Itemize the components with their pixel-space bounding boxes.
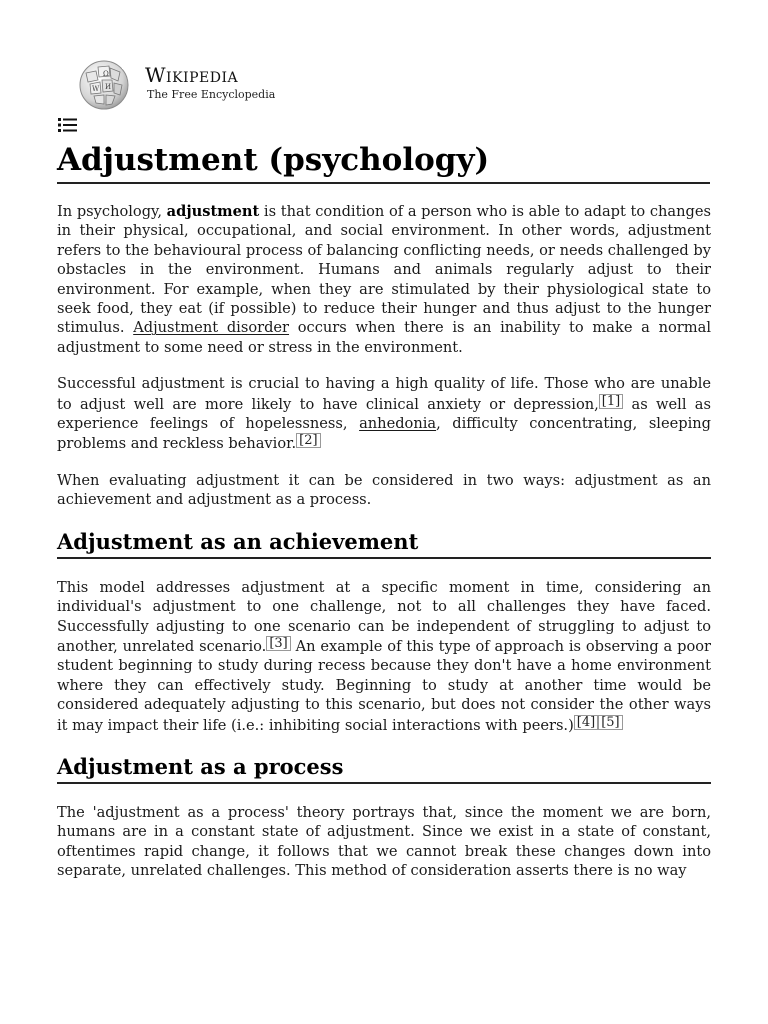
term-bold: adjustment — [166, 203, 260, 220]
citation-link-3[interactable]: [3] — [266, 636, 290, 651]
citation-link-5[interactable]: [5] — [598, 715, 622, 730]
text: as well as experience feelings of hopelessness, — [57, 395, 711, 433]
wikipedia-wordmark: Wikipedia — [145, 63, 239, 87]
wikipedia-masthead[interactable] — [76, 58, 376, 110]
text: An example of this type of approach is observing a poor student beginning to study during recess because they don't have a home environment where they can effectively study. Beginning to study at another time would be considered adequately adjusting to this scenario, but does not consider the other ways it may impact their life (i.e.: inhibiting social interactions with peers.) — [57, 637, 711, 734]
text: , difficulty concentrating, sleeping problems and reckless behavior. — [57, 415, 711, 453]
wikipedia-globe-icon — [76, 58, 132, 112]
intro-paragraph-1 — [57, 202, 711, 357]
section-heading-process: Adjustment as a process — [57, 752, 711, 784]
svg-text:W: W — [92, 85, 100, 93]
link-adjustment-disorder[interactable]: Adjustment disorder — [133, 319, 290, 337]
citation-1 — [599, 394, 623, 409]
link-anhedonia[interactable]: anhedonia — [359, 415, 437, 433]
citation-5 — [598, 715, 622, 730]
citation-link-1[interactable]: [1] — [599, 394, 623, 409]
section-paragraph-achievement — [57, 578, 711, 735]
section-heading-achievement: Adjustment as an achievement — [57, 527, 711, 559]
article-body — [57, 202, 711, 898]
citation-2 — [296, 433, 320, 448]
intro-paragraph-2 — [57, 374, 711, 454]
text: In psychology, — [57, 203, 167, 220]
citation-3 — [266, 636, 290, 651]
intro-paragraph-3: When evaluating adjustment it can be considered in two ways: adjustment as an achievement and adjustment as a process. — [57, 471, 711, 509]
text: is that condition of a person who is able to adapt to changes in their physical, occupational, and social environment. In other words, adjustment refers to the behavioural process of balancing conflicting needs, or needs challenged by obstacles in the environment. Humans and animals regularly adjust to their environment. For example, when they are stimulated by their physiological state to seek food, they eat (if possible) to reduce their hunger and thus adjust to the hunger stimulus. — [57, 203, 712, 337]
svg-text:И: И — [105, 83, 112, 91]
text: Successful adjustment is crucial to having a high quality of life. Those who are unable to adjust well are more likely to have clinical anxiety or depression, — [57, 375, 711, 413]
svg-text:Ω: Ω — [103, 70, 109, 78]
citation-link-2[interactable]: [2] — [296, 433, 320, 448]
text: occurs when there is an inability to make a normal adjustment to some need or stress in the environment. — [57, 319, 711, 356]
section-paragraph-process: The 'adjustment as a process' theory portrays that, since the moment we are born, humans are in a constant state of adjustment. Since we exist in a state of constant, oftentimes rapid change, it follows that we cannot break these changes down into separate, unrelated challenges. This method of consideration asserts there is no way — [57, 803, 711, 880]
list-icon[interactable] — [58, 117, 78, 133]
text: This model addresses adjustment at a specific moment in time, considering an individual's adjustment to one challenge, not to all challenges they have faced. Successfully adjusting to one scenario can be independent of struggling to adjust to another, unrelated scenario. — [57, 578, 711, 655]
citation-link-4[interactable]: [4] — [574, 715, 598, 730]
wikipedia-tagline: The Free Encyclopedia — [147, 88, 276, 101]
page-title: Adjustment (psychology) — [57, 138, 710, 184]
citation-4 — [574, 715, 598, 730]
